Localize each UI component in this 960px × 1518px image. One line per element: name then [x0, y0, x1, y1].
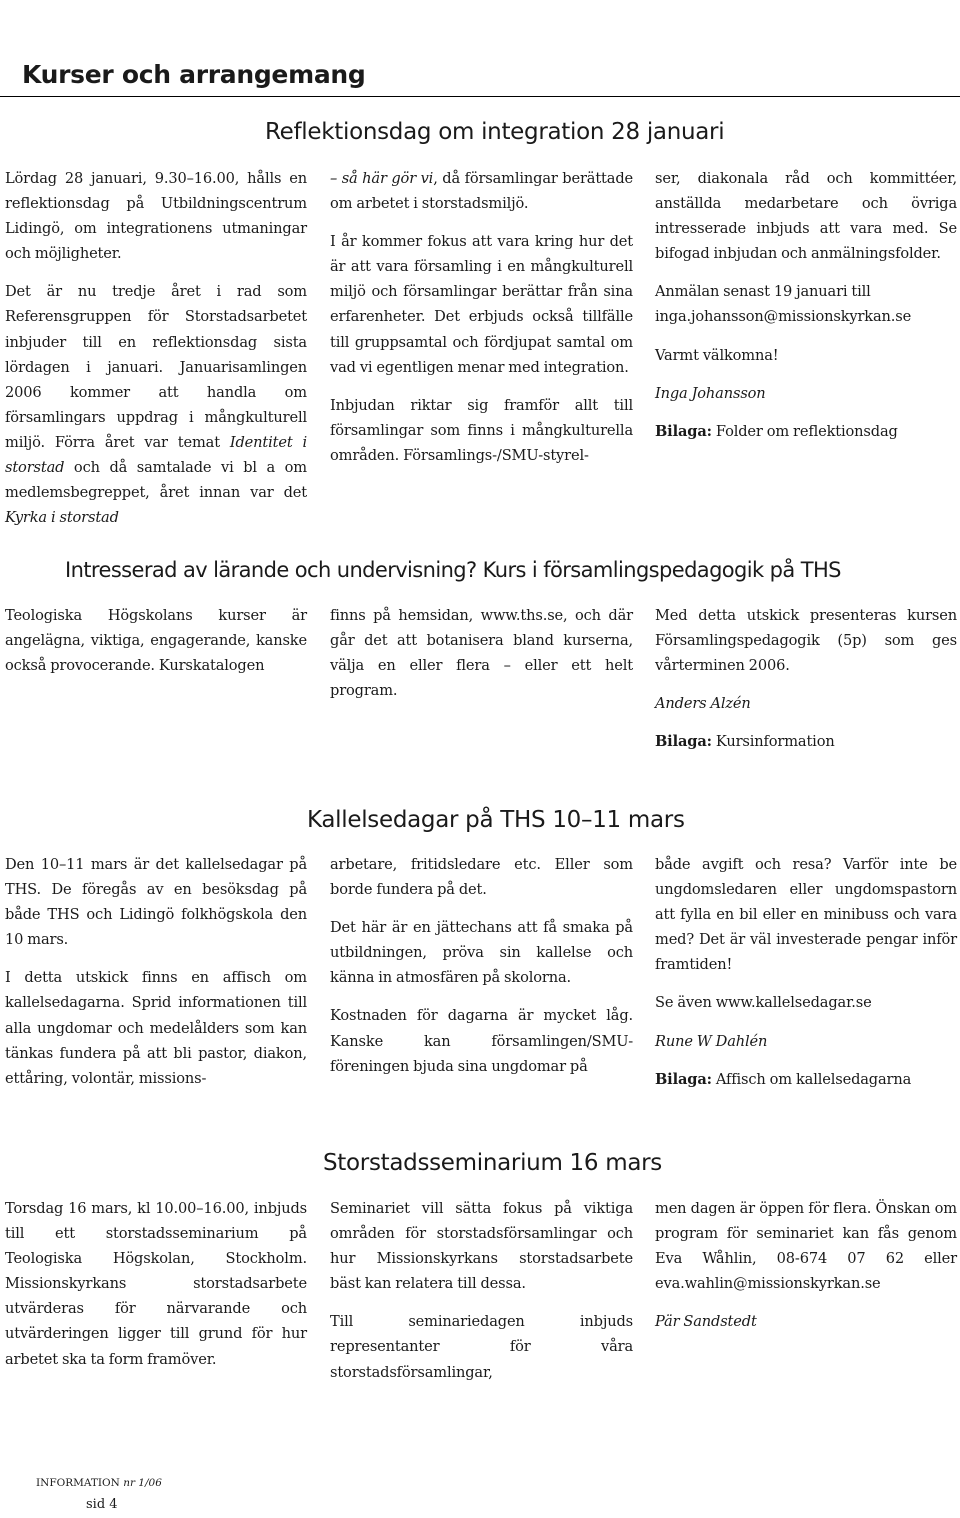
paragraph: arbetare, fritidsledare etc. Eller som borde fundera på det. [330, 856, 633, 899]
section-title-storstadsseminarium: Storstadsseminarium 16 mars [323, 1150, 662, 1176]
reflektionsdag-col-2 [330, 166, 633, 468]
paragraph: Teologiska Högskolans kurser är angelägna, viktiga, engagerande, kanske också provocerande. Kurskatalogen [5, 607, 307, 675]
paragraph: men dagen är öppen för flera. Önskan om program för seminariet kan fås genom Eva Wåhlin, 08-674 07 62 eller eva.wahlin@missionskyrkan.se [655, 1200, 957, 1293]
pedagogik-col-2 [330, 603, 633, 703]
page-footer [36, 1476, 162, 1514]
pedagogik-col-3 [655, 603, 957, 754]
pedagogik-col-1 [5, 603, 307, 678]
header-rule [0, 96, 960, 97]
paragraph: både avgift och resa? Varför inte be ungdomsledaren eller ungdomspastorn att fylla en bil eller en minibuss och vara med? Det är väl investerade pengar inför framtiden! [655, 856, 957, 974]
footer-label: INFORMATION [36, 1477, 120, 1489]
paragraph: Kostnaden för dagarna är mycket låg. Kanske kan församlingen/SMU-föreningen bjuda sina ungdomar på [330, 1007, 633, 1075]
registration-note: Anmälan senast 19 januari till inga.johansson@missionskyrkan.se [655, 283, 912, 326]
paragraph: Seminariet vill sätta fokus på viktiga områden för storstadsförsamlingar och hur Missionskyrkans storstadsarbete bäst kan relatera till dessa. [330, 1200, 633, 1293]
paragraph: Det här är en jättechans att få smaka på utbildningen, pröva sin kallelse och känna in atmosfären på skolorna. [330, 919, 633, 987]
paragraph: Det är nu tredje året i rad som Referensgruppen för Storstadsarbetet inbjuder till en reflektionsdag sista lördagen i januari. Januarisamlingen 2006 kommer att handla om församlingars uppdrag i mångkulturell miljö. Förra året var temat Identitet i storstad och då samtalade vi bl a om medlemsbegreppet, året innan var det Kyrka i storstad [5, 283, 307, 527]
paragraph: Med detta utskick presenteras kursen Församlingspedagogik (5p) som ges vårterminen 2006. [655, 607, 957, 675]
welcome-text: Varmt välkomna! [655, 346, 779, 364]
paragraph: I detta utskick finns en affisch om kallelsedagarna. Sprid informationen till alla ungdomar och medelålders som kan tänkas fundera på att bli pastor, diakon, ettåring, volontär, missions- [5, 969, 307, 1087]
signature: Pär Sandstedt [655, 1313, 757, 1331]
reflektionsdag-col-1 [5, 166, 307, 530]
section-title-reflektionsdag: Reflektionsdag om integration 28 januari [265, 119, 725, 145]
issue-number: nr 1/06 [123, 1477, 162, 1489]
page-title: Kurser och arrangemang [22, 60, 366, 89]
storstad-col-3 [655, 1196, 957, 1334]
section-title-kallelsedagar: Kallelsedagar på THS 10–11 mars [307, 807, 685, 833]
paragraph: ser, diakonala råd och kommittéer, anställda medarbetare och övriga intresserade inbjuds att vara med. Se bifogad inbjudan och anmälningsfolder. [655, 170, 957, 263]
attachment-line: Bilaga: Affisch om kallelsedagarna [655, 1070, 912, 1088]
page-number: sid 4 [86, 1497, 118, 1512]
paragraph: Till seminariedagen inbjuds representanter för våra storstadsförsamlingar, [330, 1313, 633, 1381]
signature: Anders Alzén [655, 695, 751, 713]
paragraph: Lördag 28 januari, 9.30–16.00, hålls en reflektionsdag på Utbildningscentrum Lidingö, om integrationens utmaningar och möjligheter. [5, 170, 307, 263]
kallelsedagar-col-3 [655, 852, 957, 1092]
paragraph: Den 10–11 mars är det kallelsedagar på THS. De föregås av en besöksdag på både THS och Lidingö folkhögskola den 10 mars. [5, 856, 307, 949]
paragraph: finns på hemsidan, www.ths.se, och där går det att botanisera bland kurserna, välja en eller flera – eller ett helt program. [330, 607, 633, 700]
paragraph: Inbjudan riktar sig framför allt till församlingar som finns i mångkulturella områden. Församlings-/SMU-styrel- [330, 396, 633, 464]
section-title-forsamlingspedagogik: Intresserad av lärande och undervisning? Kurs i församlingspedagogik på THS [65, 558, 841, 582]
storstad-col-2 [330, 1196, 633, 1385]
kallelsedagar-col-2 [330, 852, 633, 1079]
paragraph: I år kommer fokus att vara kring hur det är att vara församling i en mångkulturell miljö och församlingar berättar från sina erfarenheter. Det erbjuds också tillfälle till gruppsamtal och fördjupat samtal om vad vi egentligen menar med integration. [330, 233, 633, 376]
paragraph: – så här gör vi, då församlingar berättade om arbetet i storstadsmiljö. [330, 170, 633, 213]
reflektionsdag-col-3 [655, 166, 957, 444]
signature: Inga Johansson [655, 384, 766, 402]
paragraph: Torsdag 16 mars, kl 10.00–16.00, inbjuds till ett storstadsseminarium på Teologiska Högskolan, Stockholm. Missionskyrkans storstadsarbete utvärderas för närvarande och utvärderingen ligger till grund för hur arbetet ska ta form framöver. [5, 1200, 307, 1368]
kallelsedagar-col-1 [5, 852, 307, 1091]
attachment-line: Bilaga: Kursinformation [655, 733, 835, 751]
storstad-col-1 [5, 1196, 307, 1372]
signature: Rune W Dahlén [655, 1032, 768, 1050]
attachment-line: Bilaga: Folder om reflektionsdag [655, 422, 898, 440]
website-note: Se även www.kallelsedagar.se [655, 994, 872, 1012]
